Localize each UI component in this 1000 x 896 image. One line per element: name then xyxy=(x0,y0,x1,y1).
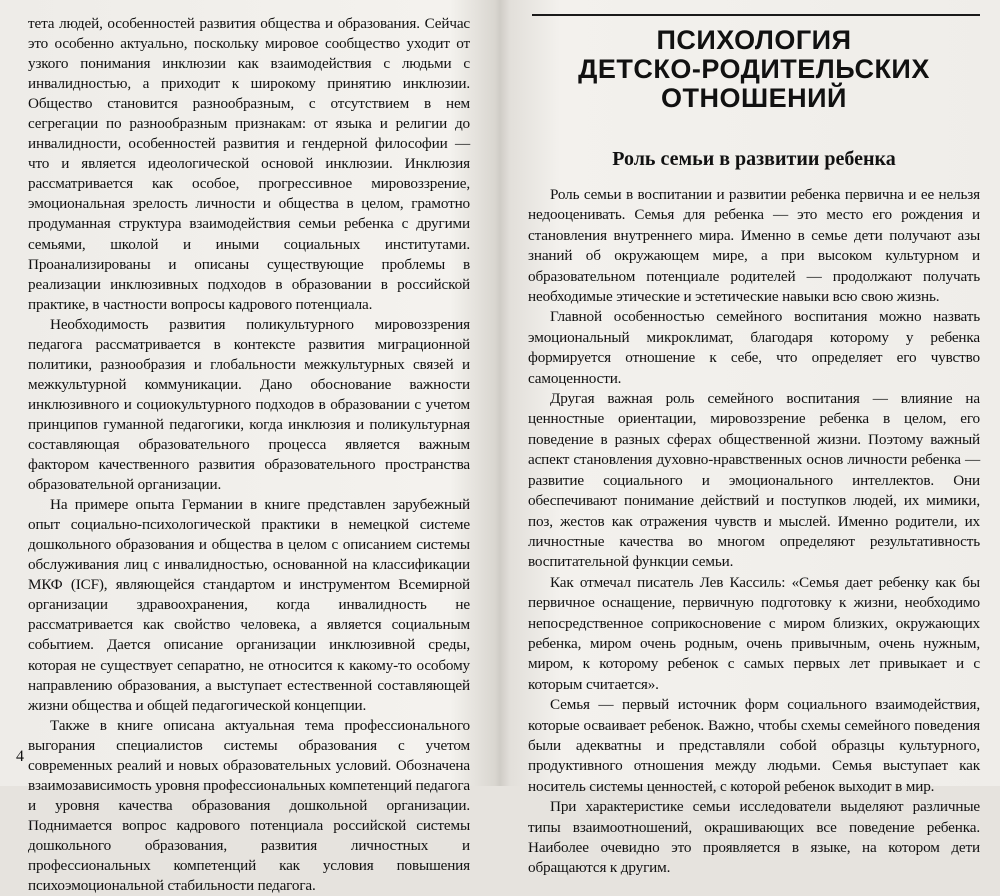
chapter-title-line-2: ДЕТСКО-РОДИТЕЛЬСКИХ xyxy=(578,54,930,84)
right-paragraph-3: Другая важная роль семейного воспитания — влияние на ценностные ориентации, мировоззрение ребенка в целом, его поведение в разных сферах общественной жизни. Поэтому важный аспект становления духовно-нравственных основ личности ребенка — развитие социального и эмоционального интеллектов. Они обеспечивают понимание действий и поступков людей, их мимики, поз, жестов как отражения чувств и мыслей. Именно родители, их личностные качества во многом определяют результативность воспитательной функции семьи. xyxy=(528,390,980,571)
right-paragraph-2: Главной особенностью семейного воспитания можно назвать эмоциональный микроклимат, благодаря которому у ребенка формируется отношение к себе, что определяет его чувство самоценности. xyxy=(528,308,980,387)
right-paragraph-1: Роль семьи в воспитании и развитии ребенка первична и ее нельзя недооценивать. Семья для ребенка — это место его рождения и становления внутреннего мира. Именно в семье дети получают азы знаний об окружающем мире, а при высоком культурном и образовательном потенциале родителей — продолжают получать необходимые этические и эстетические навыки всю свою жизнь. xyxy=(528,186,980,306)
right-paragraph-6: При характеристике семьи исследователи выделяют различные типы взаимоотношений, окрашивающих все поведение ребенка. Наиболее очевидно это проявляется в языке, на котором дети обращаются к другим. xyxy=(528,798,980,877)
right-page xyxy=(504,0,1000,877)
chapter-rule xyxy=(532,14,980,16)
section-title: Роль семьи в развитии ребенка xyxy=(612,148,896,170)
left-page xyxy=(0,0,496,895)
left-paragraph-4: Также в книге описана актуальная тема профессионального выгорания специалистов системы образования с учетом современных реалий и новых образовательных условий. Обозначена взаимозависимость уровня профессиональных компетенций педагога и уровня качества образования дошкольной организации. Поднимается вопрос кадрового потенциала российской системы дошкольного образования, развития личностных и профессиональных компетенций как условия повышения психоэмоциональной стабильности педагога. xyxy=(28,716,470,895)
left-paragraph-2: Необходимость развития поликультурного мировоззрения педагога рассматривается в контексте развития миграционной политики, разнообразия и глобальности межкультурных связей и межкультурной коммуникации. Дано обоснование важности инклюзивного и социокультурного подходов в образовании с учетом принципов гуманной педагогики, когда инклюзия и поликультурная составляющая образовательного процесса является важным фактором качественного развития образовательного пространства образовательной организации. xyxy=(28,315,470,494)
chapter-title-line-1: ПСИХОЛОГИЯ xyxy=(656,25,852,55)
left-paragraph-3: На примере опыта Германии в книге представлен зарубежный опыт социально-психологической практики в немецкой системе дошкольного образования и общества в целом с описанием системы обслуживания лиц с инвалидностью, основанной на классификации МКФ (ICF), являющейся стандартом и инструментом Всемирной организации здравоохранения, когда инвалидность не рассматривается как свойство человека, а является социальным событием. Дается описание организации инклюзивной среды, которая не существует сепаратно, не относится к какому-то особому направлению образования, а выступает естественной составляющей жизни общества и общей педагогической концепции. xyxy=(28,496,470,714)
page-number: 4 xyxy=(16,748,24,765)
chapter-title-line-3: ОТНОШЕНИЙ xyxy=(661,83,847,113)
right-paragraph-5: Семья — первый источник форм социального взаимодействия, которые осваивает ребенок. Важно, чтобы схемы семейного поведения были адекватны и представляли собой образцы культурного, продуктивного отношения между людьми. Семья выступает как носитель системы ценностей, с которой ребенок выходит в мир. xyxy=(528,696,980,795)
left-paragraph-1: тета людей, особенностей развития общества и образования. Сейчас это особенно актуально, поскольку мировое сообщество уходит от узкого понимания инклюзии как взаимодействия с людьми с инвалидностью, а приходит к широкому принятию инклюзии. Общество становится разнообразным, с отсутствием в нем сегрегации по разнообразным признакам: от языка и религии до инвалидности, особенностей развития и гендерной философии — что и является идеологической основой инклюзии. Инклюзия рассматривается как особое, прогрессивное мировоззрение, эмоциональная зрелость личности и общества в целом, грамотно продуманная структура взаимодействия семьи ребенка с другими семьями, школой и иными социальных институтами. Проанализированы и описаны существующие проблемы в реализации инклюзивных подходов в образовании в российской практике, в частности вопросы кадрового потенциала. xyxy=(28,15,470,313)
chapter-title xyxy=(528,26,980,113)
right-paragraph-4: Как отмечал писатель Лев Кассиль: «Семья дает ребенку как бы первичное оснащение, первичную подготовку к жизни, необходимо непосредственное соприкосновение с миром близких, окружающих ребенка, миром очень родным, очень привычным, очень нужным, миром, к которому ребенок с самых первых лет привыкает и с которым считается». xyxy=(528,573,980,693)
